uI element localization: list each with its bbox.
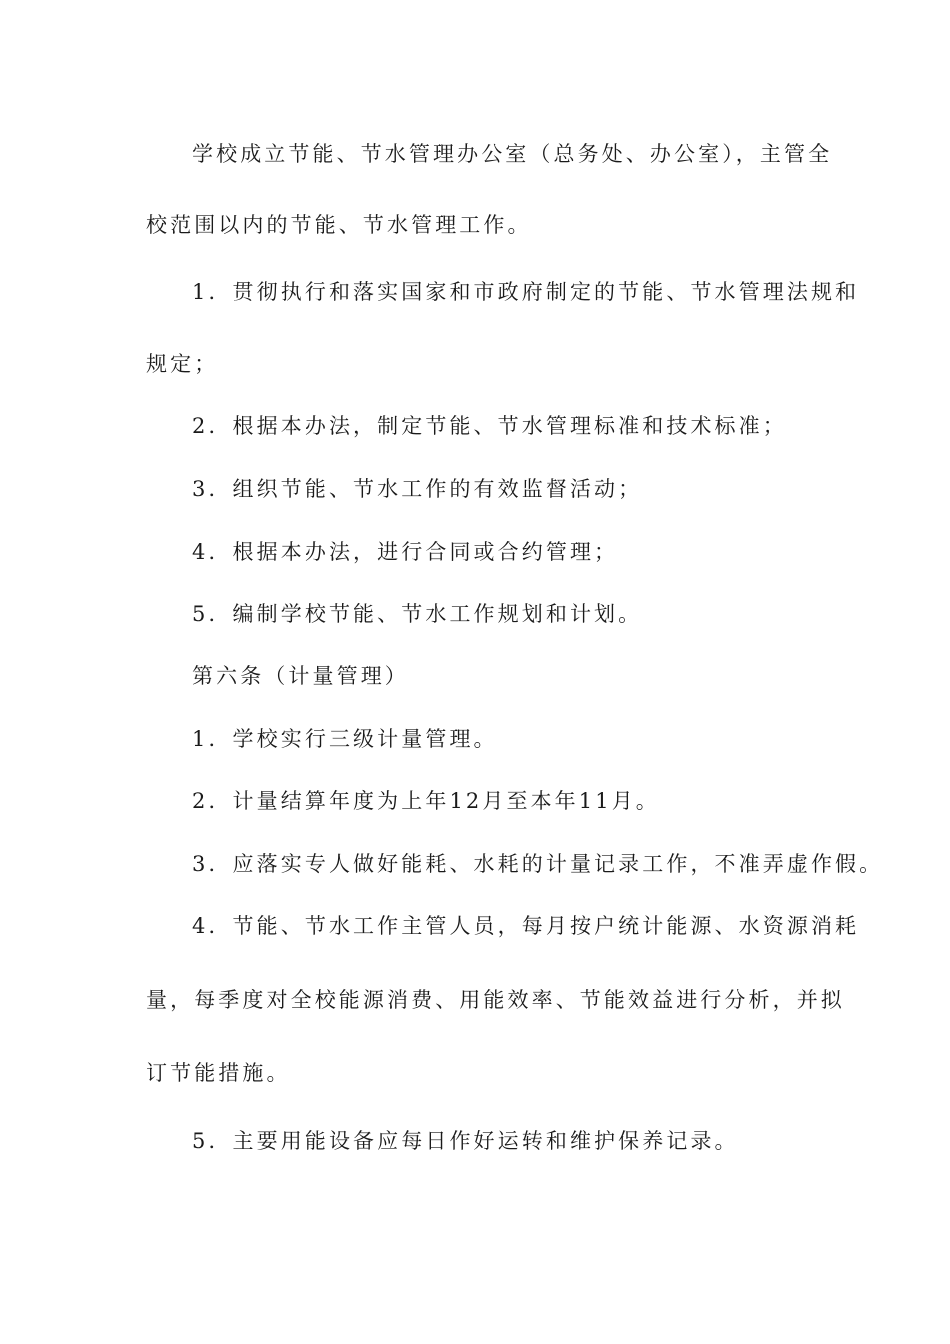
paragraph-intro-line-2: 校范围以内的节能、节水管理工作。: [146, 213, 532, 237]
list-item-2: 2．根据本办法，制定节能、节水管理标准和技术标准；: [192, 414, 787, 438]
article-6-item-3: 3．应落实专人做好能耗、水耗的计量记录工作，不准弄虚作假。: [192, 852, 884, 876]
article-6-item-5: 5．主要用能设备应每日作好运转和维护保养记录。: [192, 1129, 739, 1153]
list-item-1-line-2: 规定；: [146, 352, 219, 376]
article-6-item-4-line-3: 订节能措施。: [146, 1061, 291, 1085]
section-heading-article-6: 第六条（计量管理）: [192, 664, 409, 688]
article-6-item-1: 1．学校实行三级计量管理。: [192, 727, 498, 751]
article-6-item-4-line-2: 量，每季度对全校能源消费、用能效率、节能效益进行分析，并拟: [146, 988, 845, 1012]
article-6-item-4-line-1: 4．节能、节水工作主管人员，每月按户统计能源、水资源消耗: [192, 914, 860, 938]
list-item-1-line-1: 1．贯彻执行和落实国家和市政府制定的节能、节水管理法规和: [192, 280, 860, 304]
list-item-5: 5．编制学校节能、节水工作规划和计划。: [192, 602, 643, 626]
paragraph-intro-line-1: 学校成立节能、节水管理办公室（总务处、办公室），主管全: [192, 142, 833, 166]
list-item-4: 4．根据本办法，进行合同或合约管理；: [192, 540, 619, 564]
article-6-item-2: 2．计量结算年度为上年12月至本年11月。: [192, 789, 660, 813]
list-item-3: 3．组织节能、节水工作的有效监督活动；: [192, 477, 643, 501]
